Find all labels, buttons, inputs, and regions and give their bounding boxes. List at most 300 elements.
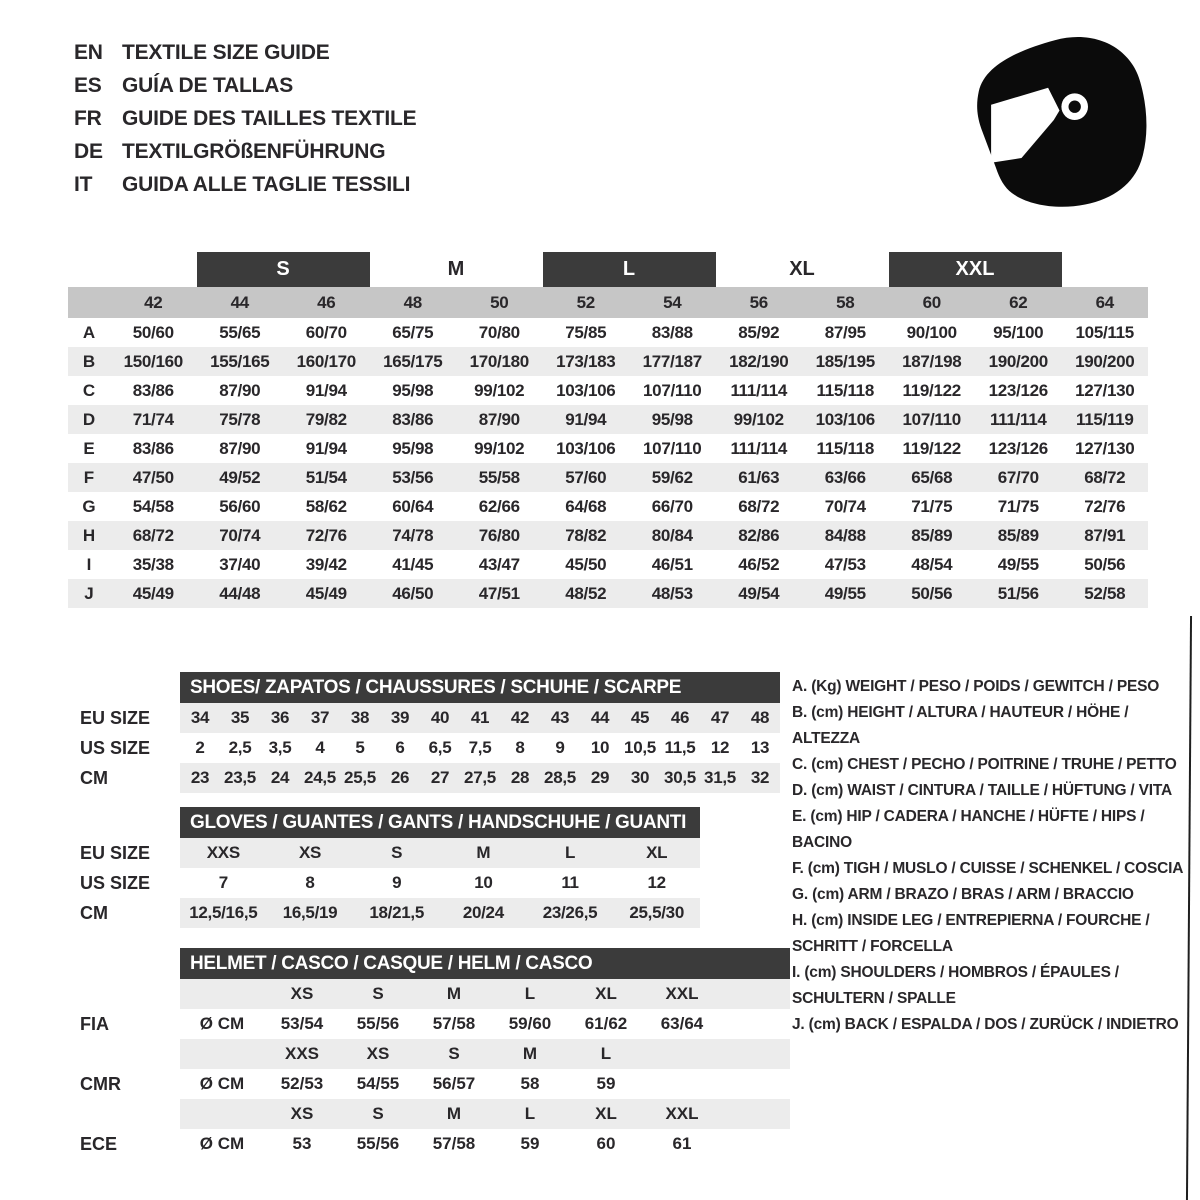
- measure-cell: 123/126: [988, 438, 1048, 458]
- measure-cell: 87/90: [219, 380, 261, 400]
- helmet-cell: 60: [596, 1134, 616, 1153]
- gloves-cell: 23/26,5: [542, 903, 598, 922]
- column-header: 54: [663, 292, 682, 312]
- helmet-cell: L: [600, 1044, 612, 1063]
- measure-cell: 61/63: [738, 467, 780, 487]
- helmet-cell: M: [446, 984, 462, 1003]
- shoes-cell: 3,5: [268, 738, 292, 757]
- shoes-cell: 6: [395, 738, 405, 757]
- measure-cell: 60/64: [392, 496, 434, 516]
- measure-cell: 49/55: [997, 554, 1039, 574]
- helmet-row-cells: [180, 1009, 790, 1039]
- textile-size-table: [68, 252, 1148, 608]
- measure-cell: 35/38: [132, 554, 174, 574]
- helmet-row-label: CMR: [80, 1073, 121, 1094]
- shoes-cell: 28: [510, 768, 530, 787]
- gloves-row: [68, 868, 700, 898]
- helmet-cell: 61: [672, 1134, 692, 1153]
- shoes-cell: 2,5: [228, 738, 252, 757]
- measure-cell: 99/102: [474, 438, 525, 458]
- shoes-cell: 35: [230, 708, 250, 727]
- helmet-row-label: FIA: [80, 1013, 109, 1034]
- legend-item: H. (cm) INSIDE LEG / ENTREPIERNA / FOURCHE / SCHRITT / FORCELLA: [792, 912, 1150, 955]
- helmet-cell: L: [524, 984, 536, 1003]
- column-header: 46: [317, 292, 336, 312]
- helmet-diameter-cell: [180, 1099, 264, 1129]
- shoes-cell: 27,5: [464, 768, 496, 787]
- measure-cell: 170/180: [469, 351, 529, 371]
- helmet-cell: S: [448, 1044, 460, 1063]
- language-code: ES: [74, 74, 102, 97]
- measure-cell: 51/54: [305, 467, 347, 487]
- measure-cell: 87/91: [1084, 525, 1126, 545]
- measure-cell: 107/110: [643, 380, 702, 400]
- shoes-cell: 28,5: [544, 768, 576, 787]
- gloves-cell: L: [564, 843, 576, 862]
- gloves-cell: XL: [646, 843, 668, 862]
- measure-cell: 91/94: [565, 409, 607, 429]
- gloves-row: [68, 898, 700, 928]
- measure-cell: 103/106: [556, 380, 616, 400]
- shoes-title-row: [68, 672, 780, 703]
- helmet-row: [68, 1009, 790, 1039]
- measure-cell: 48/52: [565, 583, 607, 603]
- helmet-diameter-cell: [180, 1039, 264, 1069]
- row-label: E: [83, 438, 95, 458]
- measure-cell: 47/53: [824, 554, 866, 574]
- measure-cell: 53/56: [392, 467, 434, 487]
- shoes-cell: 31,5: [704, 768, 736, 787]
- measure-cell: 70/74: [219, 525, 261, 545]
- measure-cell: 66/70: [651, 496, 693, 516]
- measure-row-b: [68, 347, 1148, 376]
- shoes-cell: 48: [750, 708, 770, 727]
- measure-cell: 44/48: [219, 583, 261, 603]
- helmet-cell: 58: [520, 1074, 540, 1093]
- language-title: GUIDA ALLE TAGLIE TESSILI: [122, 173, 411, 196]
- measure-cell: 48/53: [651, 583, 693, 603]
- helmet-cell: XXS: [284, 1044, 320, 1063]
- shoes-cell: 25,5: [344, 768, 376, 787]
- helmet-cell: XXL: [665, 984, 699, 1003]
- legend-item: G. (cm) ARM / BRAZO / BRAS / ARM / BRACCIO: [792, 886, 1134, 903]
- measure-cell: 51/56: [997, 583, 1039, 603]
- measure-cell: 39/42: [305, 554, 347, 574]
- shoes-cell: 34: [190, 708, 210, 727]
- shoes-cell: 43: [550, 708, 570, 727]
- measure-cell: 190/200: [1075, 351, 1135, 371]
- measure-cell: 111/114: [730, 438, 788, 458]
- gloves-cell: 12: [647, 873, 666, 892]
- gloves-cell: 8: [305, 873, 315, 892]
- helmet-cell: M: [522, 1044, 538, 1063]
- helmet-icon-svg: [962, 25, 1157, 215]
- helmet-row-label: [68, 1099, 180, 1129]
- helmet-row: [68, 1039, 790, 1069]
- measure-cell: 47/50: [132, 467, 174, 487]
- helmet-cell: XL: [595, 984, 617, 1003]
- gloves-row-label: CM: [80, 902, 108, 923]
- column-header: 44: [230, 292, 249, 312]
- measure-cell: 185/195: [815, 351, 875, 371]
- language-code: IT: [74, 173, 93, 196]
- shoes-cell: 13: [750, 738, 770, 757]
- gloves-cell: 9: [392, 873, 402, 892]
- measure-cell: 71/75: [997, 496, 1039, 516]
- measure-row-e: [68, 434, 1148, 463]
- row-label: H: [82, 525, 96, 545]
- shoes-row-label: CM: [80, 767, 108, 788]
- measure-cell: 43/47: [478, 554, 520, 574]
- shoes-cell: 2: [195, 738, 205, 757]
- shoes-cell: 40: [430, 708, 450, 727]
- legend-item: B. (cm) HEIGHT / ALTURA / HAUTEUR / HÖHE / ALTEZZA: [792, 704, 1129, 747]
- helmet-title-indent: [68, 948, 180, 979]
- measure-cell: 50/60: [132, 322, 174, 342]
- legend-item: J. (cm) BACK / ESPALDA / DOS / ZURÜCK / INDIETRO: [792, 1016, 1179, 1033]
- gloves-cell: 25,5/30: [629, 903, 684, 922]
- measure-cell: 52/58: [1084, 583, 1126, 603]
- shoes-cell: 23,5: [224, 768, 256, 787]
- helmet-cell: 53/54: [280, 1014, 324, 1033]
- shoes-cell: 23: [190, 768, 210, 787]
- measure-cell: 74/78: [392, 525, 434, 545]
- shoes-cell: 10: [590, 738, 610, 757]
- shoes-cell: 11,5: [664, 738, 696, 757]
- shoes-cell: 30,5: [664, 768, 696, 787]
- helmet-row-label: [68, 1039, 180, 1069]
- column-header: 56: [749, 292, 768, 312]
- shoes-cell: 36: [270, 708, 290, 727]
- gloves-row-label: EU SIZE: [80, 842, 151, 863]
- language-title: TEXTILGRÖßENFÜHRUNG: [122, 140, 386, 163]
- gloves-row: [68, 838, 700, 868]
- language-row: [74, 168, 416, 201]
- helmet-row-cells: [180, 1069, 790, 1099]
- gloves-cell: 7: [218, 873, 228, 892]
- measure-cell: 60/70: [305, 322, 347, 342]
- measure-cell: 49/55: [824, 583, 866, 603]
- gloves-cell: 16,5/19: [282, 903, 338, 922]
- helmet-row-label: [68, 979, 180, 1009]
- measure-cell: 115/118: [816, 380, 874, 400]
- helmet-diameter-cell: [180, 979, 264, 1009]
- helmet-cell: S: [372, 1104, 384, 1123]
- measure-cell: 63/66: [824, 467, 866, 487]
- measure-cell: 72/76: [305, 525, 347, 545]
- measure-cell: 111/114: [730, 380, 788, 400]
- helmet-cell: XS: [290, 1104, 314, 1123]
- measure-cell: 87/90: [219, 438, 261, 458]
- measure-cell: 46/52: [738, 554, 780, 574]
- language-title: GUIDE DES TAILLES TEXTILE: [122, 107, 417, 130]
- size-band-xxl: XXL: [889, 252, 1062, 287]
- measure-cell: 99/102: [733, 409, 784, 429]
- measure-cell: 56/60: [219, 496, 261, 516]
- shoes-cell: 8: [515, 738, 525, 757]
- helmet-cell: 63/64: [660, 1014, 704, 1033]
- helmet-cell: [644, 1069, 720, 1099]
- measure-cell: 127/130: [1075, 438, 1135, 458]
- measure-cell: 45/49: [132, 583, 174, 603]
- measure-cell: 173/183: [556, 351, 616, 371]
- shoes-cell: 26: [390, 768, 410, 787]
- shoes-row: [68, 733, 780, 763]
- column-header: 48: [403, 292, 422, 312]
- measure-cell: 65/68: [911, 467, 953, 487]
- measure-cell: 105/115: [1075, 322, 1134, 342]
- measure-cell: 103/106: [815, 409, 875, 429]
- racing-helmet-icon: [962, 25, 1157, 220]
- measure-cell: 71/75: [911, 496, 953, 516]
- column-header: 50: [490, 292, 509, 312]
- measure-cell: 68/72: [1084, 467, 1126, 487]
- size-band-s: S: [197, 252, 370, 287]
- legend-item: C. (cm) CHEST / PECHO / POITRINE / TRUHE / PETTO: [792, 756, 1177, 773]
- measure-row-c: [68, 376, 1148, 405]
- shoes-cell: 12: [710, 738, 730, 757]
- measure-cell: 87/95: [824, 322, 866, 342]
- measure-row-a: [68, 318, 1148, 347]
- gloves-cell: 11: [561, 873, 579, 892]
- measure-cell: 45/50: [565, 554, 607, 574]
- row-label: F: [83, 467, 95, 487]
- column-header: 62: [1009, 292, 1028, 312]
- helmet-cell: 59: [596, 1074, 616, 1093]
- measure-cell: 99/102: [474, 380, 525, 400]
- shoes-cell: 30: [630, 768, 650, 787]
- helmet-cell: 56/57: [432, 1074, 476, 1093]
- helmet-title-row: [68, 948, 790, 979]
- corner-cell: [68, 287, 110, 318]
- column-header: 58: [836, 292, 855, 312]
- shoes-cell: 45: [630, 708, 650, 727]
- measure-cell: 71/74: [132, 409, 174, 429]
- measure-cell: 55/65: [219, 322, 261, 342]
- helmet-cell: 57/58: [432, 1134, 476, 1153]
- helmet-diameter-cell: Ø CM: [199, 1134, 245, 1153]
- language-row: [74, 102, 416, 135]
- legend-item: D. (cm) WAIST / CINTURA / TAILLE / HÜFTUNG / VITA: [792, 782, 1172, 799]
- measure-cell: 59/62: [651, 467, 693, 487]
- helmet-section-title: HELMET / CASCO / CASQUE / HELM / CASCO: [180, 948, 790, 979]
- measure-cell: 103/106: [556, 438, 616, 458]
- measure-cell: 83/86: [132, 438, 174, 458]
- shoes-section-title: SHOES/ ZAPATOS / CHAUSSURES / SCHUHE / SCARPE: [180, 672, 780, 703]
- measure-cell: 48/54: [911, 554, 953, 574]
- measure-cell: 46/51: [651, 554, 693, 574]
- helmet-cell: L: [524, 1104, 536, 1123]
- helmet-row: [68, 1099, 790, 1129]
- gloves-cell: 12,5/16,5: [189, 903, 258, 922]
- gloves-row-cells: [180, 868, 700, 898]
- gloves-title-row: [68, 807, 700, 838]
- gloves-cell: M: [476, 843, 491, 862]
- shoes-row-cells: [180, 703, 780, 733]
- measure-cell: 83/88: [651, 322, 693, 342]
- language-row: [74, 69, 416, 102]
- row-label: C: [82, 380, 96, 400]
- measure-cell: 84/88: [824, 525, 866, 545]
- helmet-row-cells: [180, 1039, 790, 1069]
- language-code: DE: [74, 140, 103, 163]
- helmet-cell: M: [446, 1104, 462, 1123]
- row-label: G: [82, 496, 96, 516]
- shoes-cell: 29: [590, 768, 610, 787]
- shoes-cell: 24,5: [304, 768, 336, 787]
- size-band-xl: XL: [789, 258, 815, 280]
- gloves-size-table: [68, 807, 700, 928]
- shoes-size-table: [68, 672, 780, 793]
- shoes-cell: 5: [355, 738, 365, 757]
- helmet-row-label: ECE: [80, 1133, 118, 1154]
- helmet-cell: 52/53: [280, 1074, 324, 1093]
- measure-cell: 50/56: [1084, 554, 1126, 574]
- helmet-cell: 54/55: [356, 1074, 400, 1093]
- measure-cell: 83/86: [392, 409, 434, 429]
- measure-cell: 79/82: [305, 409, 347, 429]
- measure-row-g: [68, 492, 1148, 521]
- measure-row-j: [68, 579, 1148, 608]
- measure-cell: 87/90: [478, 409, 520, 429]
- language-row: [74, 36, 416, 69]
- measure-cell: 64/68: [565, 496, 607, 516]
- measure-cell: 41/45: [392, 554, 434, 574]
- legend-item: F. (cm) TIGH / MUSLO / CUISSE / SCHENKEL / COSCIA: [792, 860, 1184, 877]
- measure-cell: 68/72: [132, 525, 174, 545]
- shoes-row-label: US SIZE: [80, 737, 151, 758]
- legend-item: A. (Kg) WEIGHT / PESO / POIDS / GEWITCH / PESO: [792, 678, 1160, 695]
- measure-cell: 187/198: [902, 351, 962, 371]
- measure-cell: 70/74: [824, 496, 866, 516]
- row-label: J: [84, 583, 94, 603]
- measure-cell: 111/114: [989, 409, 1047, 429]
- column-header: 52: [576, 292, 595, 312]
- helmet-row-cells: [180, 1099, 790, 1129]
- measure-cell: 160/170: [296, 351, 356, 371]
- shoes-row-label: EU SIZE: [80, 707, 151, 728]
- gloves-cell: S: [391, 843, 403, 862]
- legend-item: E. (cm) HIP / CADERA / HANCHE / HÜFTE / HIPS / BACINO: [792, 808, 1145, 851]
- row-label: A: [82, 322, 96, 342]
- measure-cell: 127/130: [1075, 380, 1135, 400]
- shoes-row: [68, 703, 780, 733]
- shoes-cell: 46: [670, 708, 690, 727]
- language-title-list: [74, 36, 416, 201]
- measure-cell: 82/86: [738, 525, 780, 545]
- helmet-cell: 55/56: [356, 1014, 400, 1033]
- measure-cell: 115/118: [816, 438, 874, 458]
- measure-cell: 107/110: [643, 438, 702, 458]
- gloves-cell: 20/24: [462, 903, 504, 922]
- shoes-row-cells: [180, 733, 780, 763]
- measure-cell: 62/66: [478, 496, 520, 516]
- measure-cell: 85/92: [738, 322, 780, 342]
- language-code: EN: [74, 41, 103, 64]
- measure-cell: 119/122: [902, 438, 961, 458]
- measure-cell: 95/98: [392, 438, 434, 458]
- measure-cell: 85/89: [997, 525, 1039, 545]
- measure-cell: 91/94: [305, 380, 347, 400]
- shoes-cell: 4: [315, 738, 325, 757]
- shoes-cell: 39: [390, 708, 410, 727]
- gloves-cell: XS: [298, 843, 322, 862]
- shoes-cell: 27: [430, 768, 450, 787]
- measure-row-h: [68, 521, 1148, 550]
- measure-row-f: [68, 463, 1148, 492]
- helmet-diameter-cell: Ø CM: [199, 1014, 245, 1033]
- shoes-row: [68, 763, 780, 793]
- column-header: 64: [1095, 292, 1114, 312]
- measure-cell: 55/58: [478, 467, 520, 487]
- helmet-cell: 59: [520, 1134, 540, 1153]
- gloves-row-cells: [180, 898, 700, 928]
- measure-cell: 37/40: [219, 554, 261, 574]
- measurement-legend: [792, 674, 1196, 1038]
- shoes-cell: 38: [350, 708, 370, 727]
- gloves-cell: 10: [474, 873, 493, 892]
- size-band-row: [68, 252, 1148, 287]
- helmet-row-cells: [180, 1129, 790, 1159]
- size-band-l: L: [543, 252, 716, 287]
- measure-cell: 57/60: [565, 467, 607, 487]
- measure-row-i: [68, 550, 1148, 579]
- measure-cell: 76/80: [478, 525, 520, 545]
- helmet-cell: 53: [292, 1134, 312, 1153]
- measure-cell: 95/98: [392, 380, 434, 400]
- measure-cell: 75/85: [565, 322, 607, 342]
- row-label: D: [82, 409, 96, 429]
- measure-cell: 91/94: [305, 438, 347, 458]
- helmet-row: [68, 979, 790, 1009]
- measure-cell: 67/70: [997, 467, 1039, 487]
- shoes-cell: 24: [270, 768, 290, 787]
- measure-cell: 115/119: [1076, 409, 1134, 429]
- helmet-cell: XS: [290, 984, 314, 1003]
- measure-cell: 80/84: [651, 525, 693, 545]
- helmet-cell: 55/56: [356, 1134, 400, 1153]
- measure-cell: 49/54: [738, 583, 780, 603]
- size-number-row: [68, 287, 1148, 318]
- measure-cell: 177/187: [642, 351, 702, 371]
- measure-cell: 90/100: [906, 322, 957, 342]
- shoes-row-cells: [180, 763, 780, 793]
- column-header: 42: [144, 292, 163, 312]
- measure-cell: 49/52: [219, 467, 261, 487]
- measure-cell: 85/89: [911, 525, 953, 545]
- measure-cell: 70/80: [478, 322, 520, 342]
- measure-cell: 95/98: [651, 409, 693, 429]
- measure-cell: 78/82: [565, 525, 607, 545]
- shoes-cell: 47: [710, 708, 730, 727]
- measure-cell: 182/190: [729, 351, 789, 371]
- gloves-row-cells: [180, 838, 700, 868]
- helmet-size-table: [68, 948, 790, 1159]
- measure-cell: 65/75: [392, 322, 434, 342]
- helmet-cell: 61/62: [584, 1014, 628, 1033]
- measure-cell: 50/56: [911, 583, 953, 603]
- helmet-diameter-cell: Ø CM: [199, 1074, 245, 1093]
- legend-item: I. (cm) SHOULDERS / HOMBROS / ÉPAULES / SCHULTERN / SPALLE: [792, 964, 1119, 1007]
- measure-cell: 190/200: [988, 351, 1048, 371]
- column-header: 60: [922, 292, 941, 312]
- helmet-cell: XS: [366, 1044, 390, 1063]
- gloves-cell: XXS: [206, 843, 240, 862]
- gloves-cell: 18/21,5: [369, 903, 424, 922]
- measure-cell: 54/58: [132, 496, 174, 516]
- helmet-cell: XL: [595, 1104, 617, 1123]
- shoes-cell: 42: [510, 708, 530, 727]
